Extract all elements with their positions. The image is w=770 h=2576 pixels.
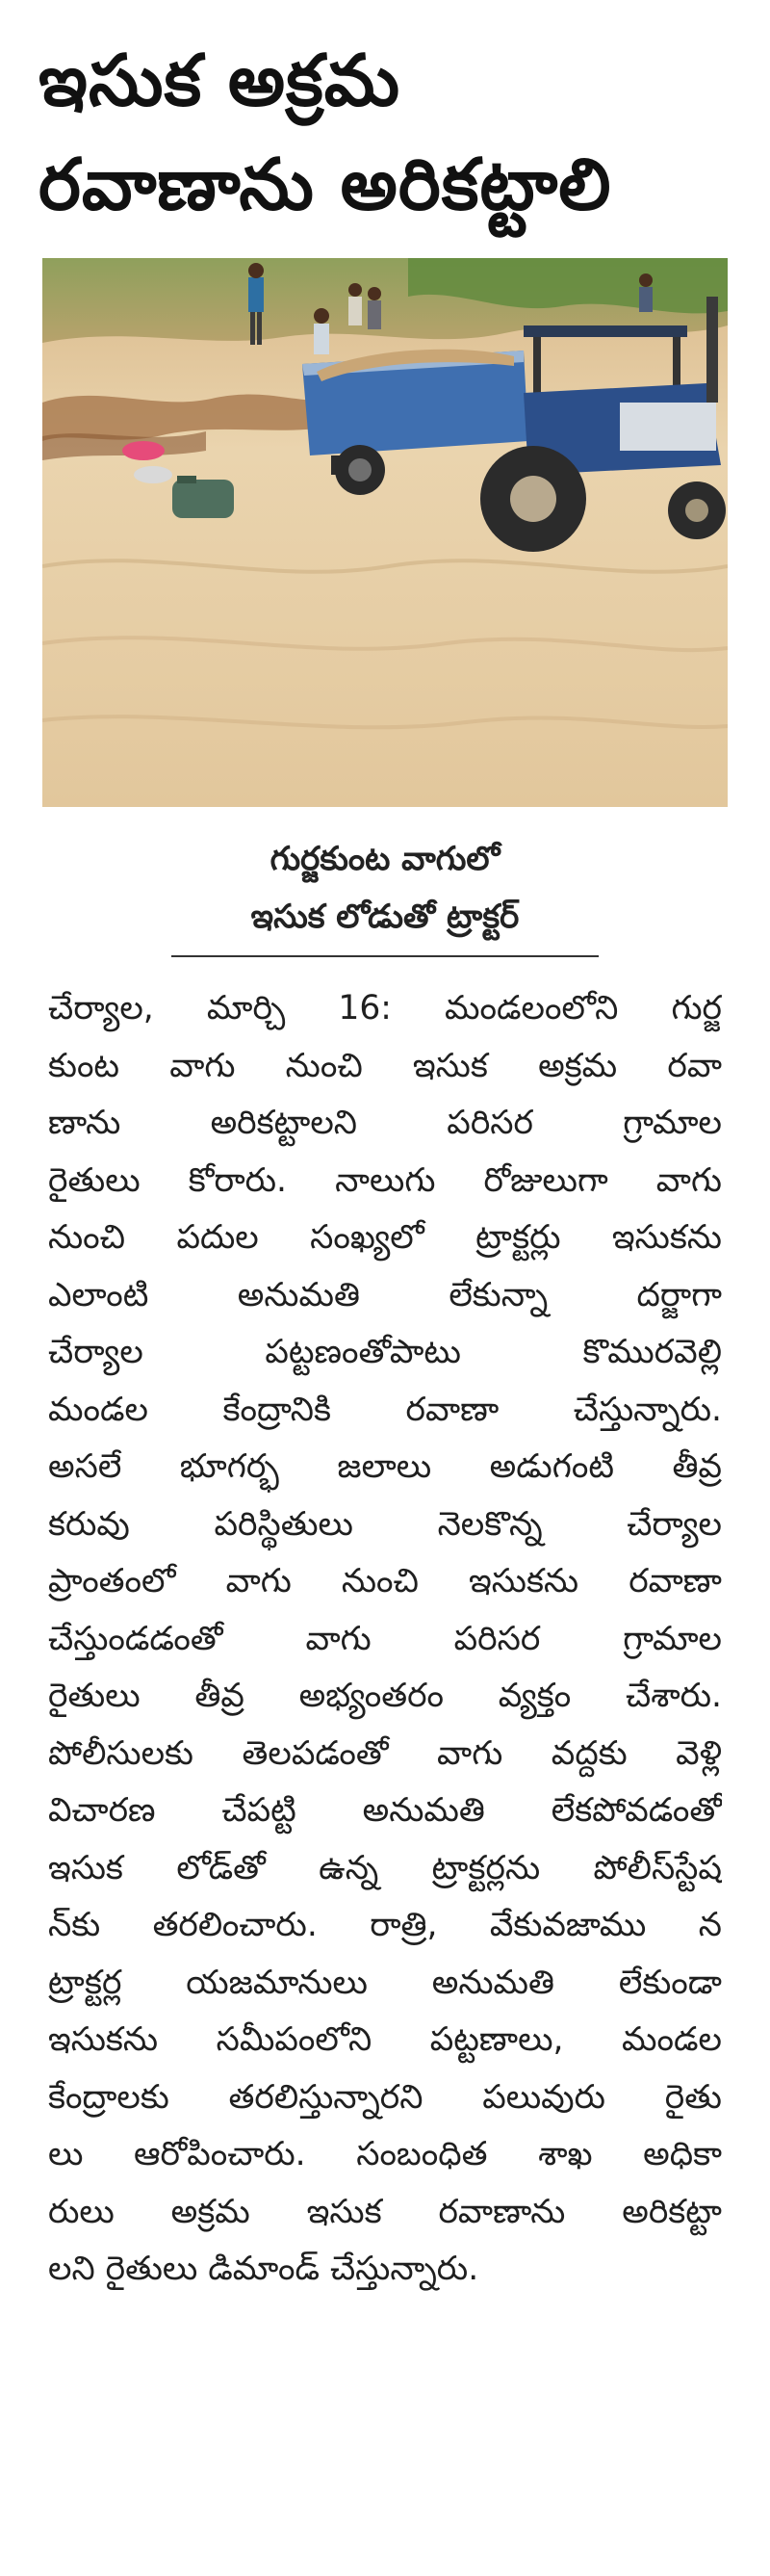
body-line: ణాను అరికట్టాలని పరిసర గ్రామాల bbox=[48, 1104, 722, 1142]
caption-line-2: ఇసుక లోడుతో ట్రాక్టర్ bbox=[250, 898, 520, 936]
body-line: విచారణ చేపట్టి అనుమతి లేకపోవడంతో bbox=[48, 1791, 722, 1830]
body-line: ప్రాంతంలో వాగు నుంచి ఇసుకను రవాణా bbox=[48, 1562, 722, 1600]
photo-icon bbox=[42, 258, 728, 807]
body-line: రైతులు కోరారు. నాలుగు రోజులుగా వాగు bbox=[48, 1160, 722, 1200]
body-line: లని రైతులు డిమాండ్ చేస్తున్నారు. bbox=[48, 2250, 479, 2288]
caption-underline bbox=[171, 955, 599, 957]
body-line: ట్రాక్టర్ల యజమానులు అనుమతి లేకుండా bbox=[48, 1963, 722, 2002]
body-line: పోలీసులకు తెలపడంతో వాగు వద్దకు వెళ్లి bbox=[48, 1733, 722, 1773]
photo-caption bbox=[0, 830, 770, 946]
body-line: చేర్యాల పట్టణంతోపాటు కొమురవెల్లి bbox=[48, 1333, 722, 1371]
article-body bbox=[48, 980, 722, 2299]
body-line: కేంద్రాలకు తరలిస్తున్నారని పలువురు రైతు bbox=[48, 2077, 722, 2117]
body-line: అసలే భూగర్భ జలాలు అడుగంటి తీవ్ర bbox=[48, 1447, 722, 1486]
news-photo bbox=[42, 258, 728, 807]
body-line: ఇసుక లోడ్‌తో ఉన్న ట్రాక్టర్లను పోలీస్‌స్టేష bbox=[48, 1848, 722, 1887]
body-line: కుంట వాగు నుంచి ఇసుక అక్రమ రవా bbox=[48, 1046, 722, 1085]
body-line: చేస్తుండడంతో వాగు పరిసర గ్రామాల bbox=[48, 1619, 722, 1658]
headline-line-2: రవాణాను అరికట్టాలి bbox=[38, 143, 612, 226]
body-line: చేర్యాల, మార్చి 16: మండలంలోని గుర్జ bbox=[48, 989, 722, 1028]
body-line: ఎలాంటి అనుమతి లేకున్నా దర్జాగా bbox=[48, 1275, 722, 1314]
body-line: కరువు పరిస్థితులు నెలకొన్న చేర్యాల bbox=[48, 1504, 722, 1544]
body-line: లు ఆరోపించారు. సంబంధిత శాఖ అధికా bbox=[48, 2135, 722, 2173]
body-line: న్‌కు తరలించారు. రాత్రి, వేకువజాము న bbox=[48, 1906, 722, 1944]
body-line: రైతులు తీవ్ర అభ్యంతరం వ్యక్తం చేశారు. bbox=[48, 1677, 722, 1715]
body-line: నుంచి పదుల సంఖ్యలో ట్రాక్టర్లు ఇసుకను bbox=[48, 1218, 722, 1257]
body-line: రులు అక్రమ ఇసుక రవాణాను అరికట్టా bbox=[48, 2192, 722, 2231]
caption-line-1: గుర్జకుంట వాగులో bbox=[270, 840, 500, 878]
headline bbox=[38, 29, 732, 237]
body-line: ఇసుకను సమీపంలోని పట్టణాలు, మండల bbox=[48, 2020, 722, 2059]
headline-line-1: ఇసుక అక్రమ bbox=[38, 39, 401, 122]
body-line: మండల కేంద్రానికి రవాణా చేస్తున్నారు. bbox=[48, 1390, 722, 1429]
